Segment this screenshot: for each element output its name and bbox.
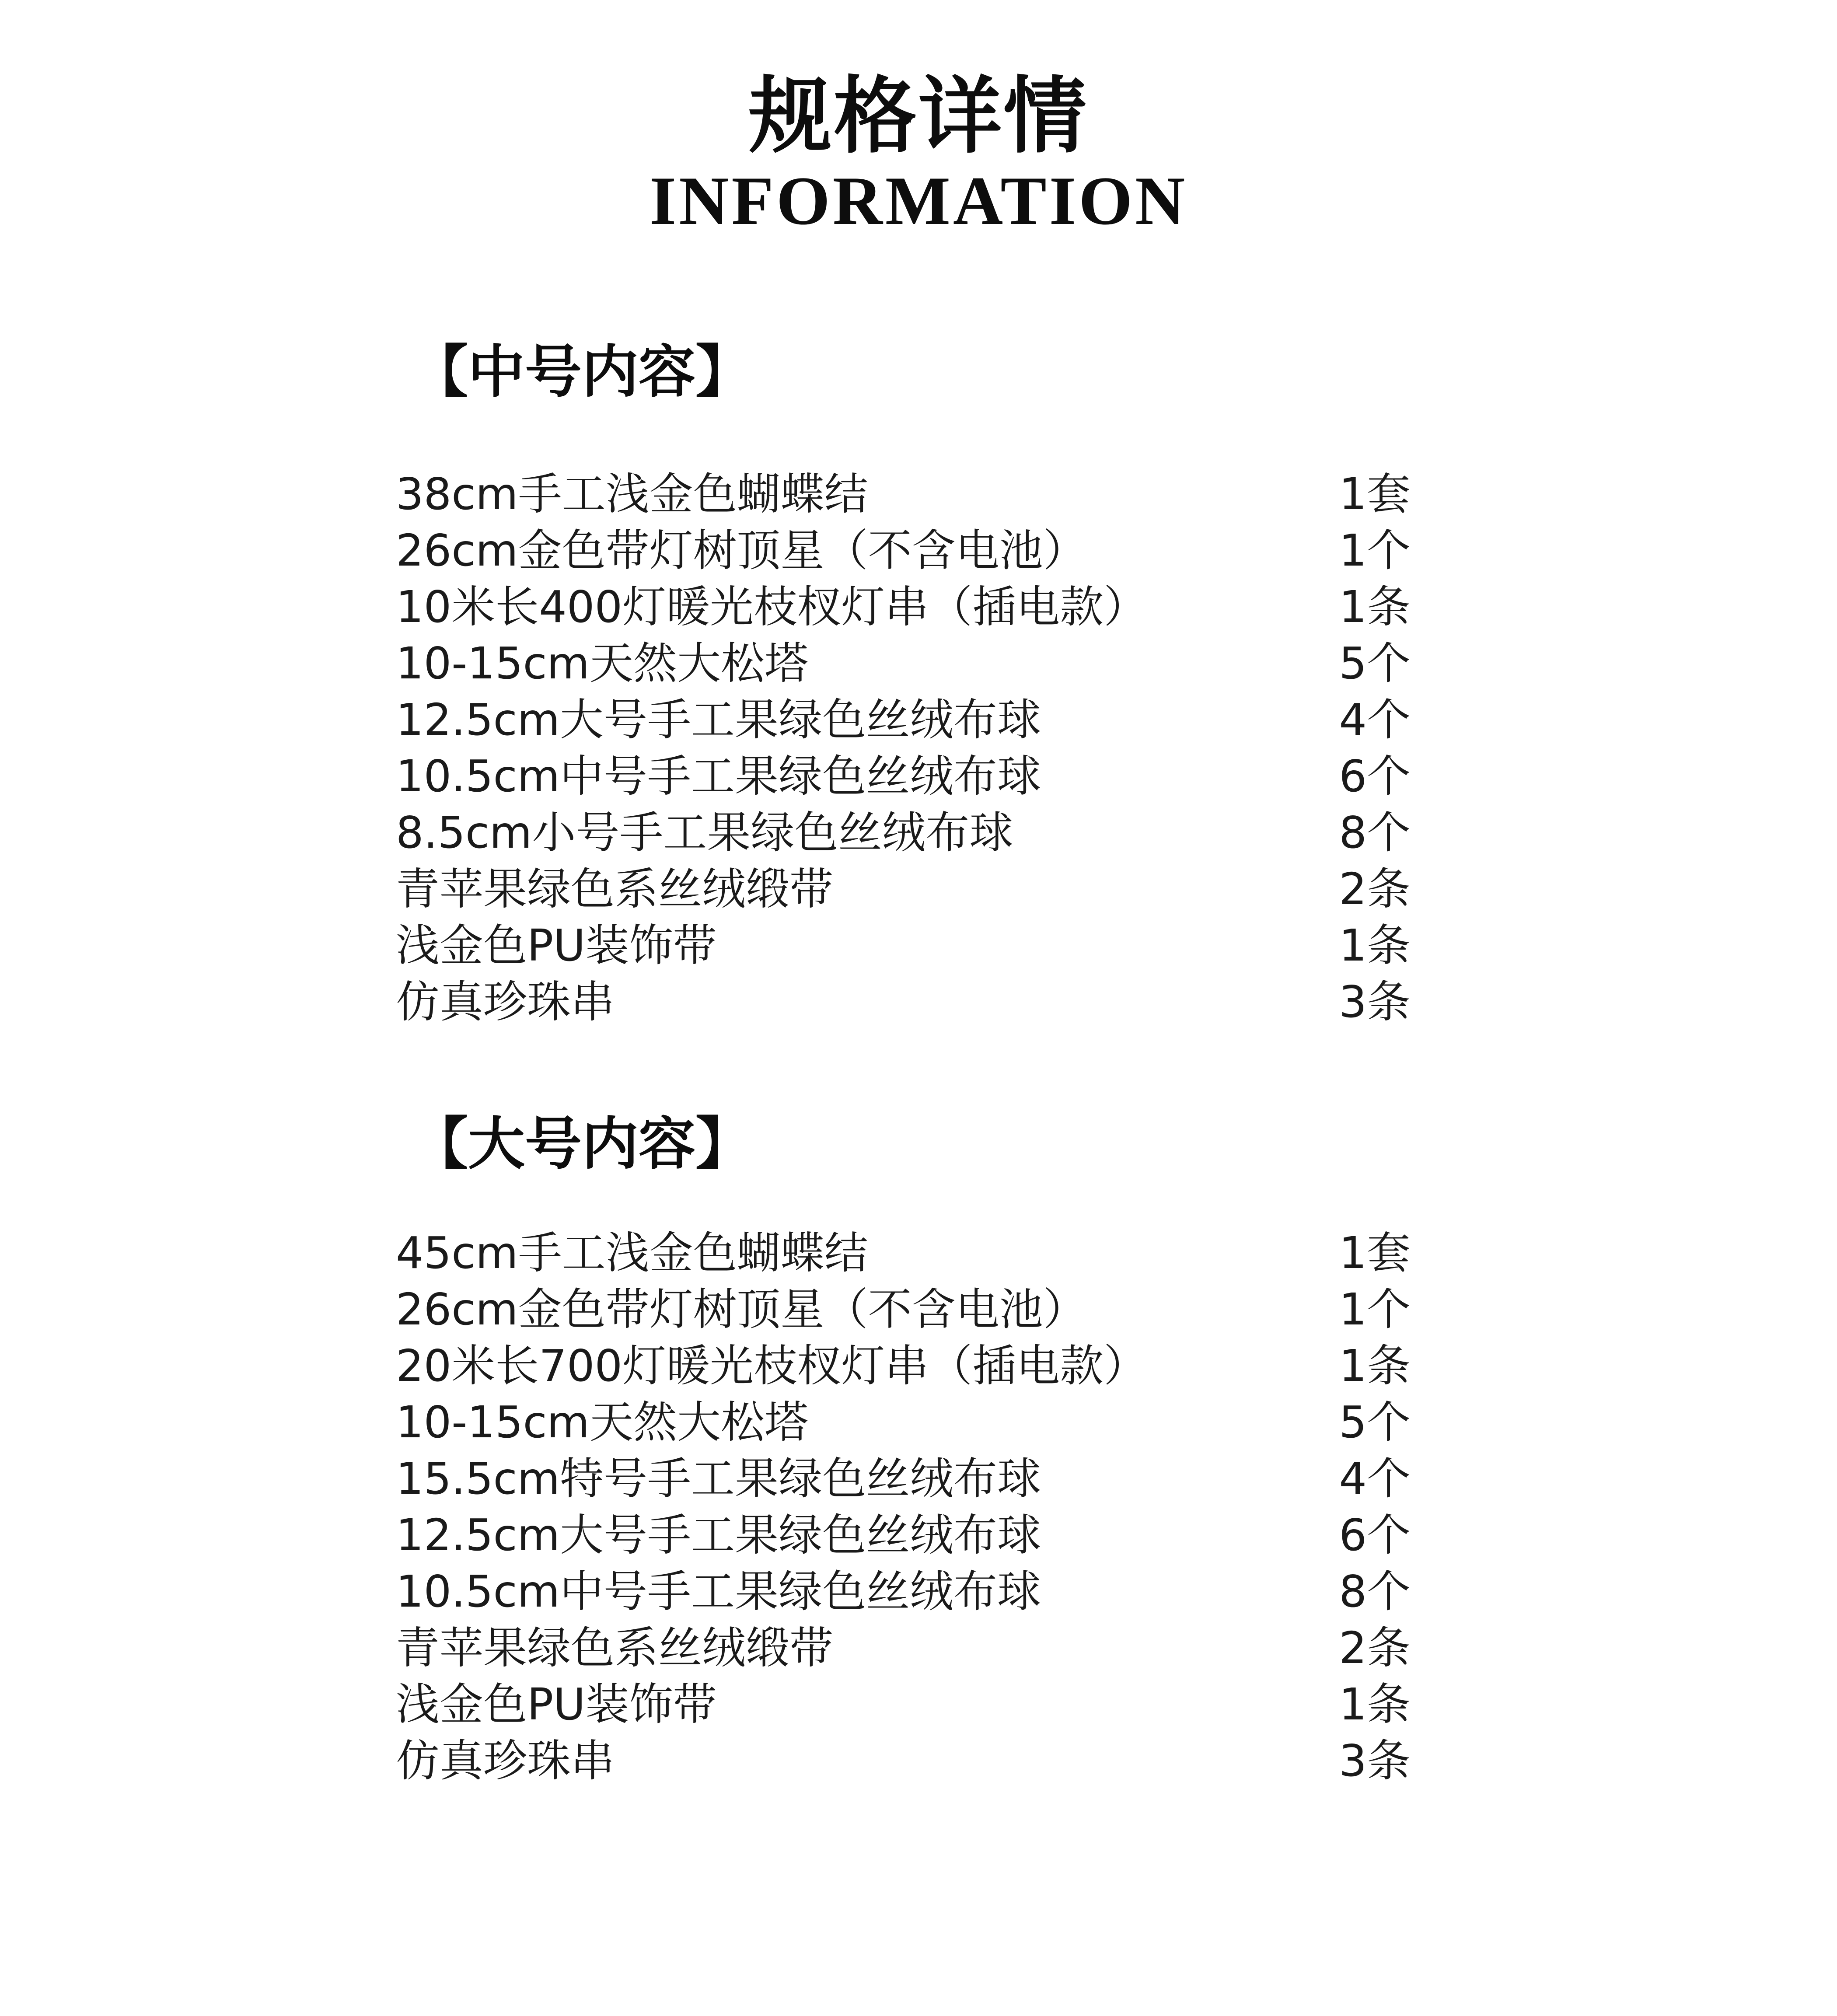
list-item bbox=[396, 635, 1446, 692]
item-quantity: 1条 bbox=[1339, 1679, 1411, 1730]
item-quantity: 1套 bbox=[1339, 1227, 1411, 1279]
list-item bbox=[396, 1338, 1446, 1394]
list-item bbox=[396, 1676, 1446, 1733]
list-item bbox=[396, 1394, 1446, 1450]
large-section-heading: 【大号内容】 bbox=[411, 1110, 753, 1177]
item-quantity: 3条 bbox=[1339, 976, 1411, 1027]
item-name: 仿真珍珠串 bbox=[396, 1735, 615, 1786]
item-name: 10-15cm天然大松塔 bbox=[396, 1397, 808, 1448]
item-quantity: 8个 bbox=[1339, 1566, 1411, 1617]
item-quantity: 1个 bbox=[1339, 525, 1411, 576]
page-title: 规格详情 bbox=[748, 67, 1088, 164]
item-name: 10-15cm天然大松塔 bbox=[396, 638, 808, 689]
list-item bbox=[396, 522, 1446, 579]
item-name: 10米长400灯暖光枝杈灯串（插电款） bbox=[396, 581, 1148, 632]
item-name: 20米长700灯暖光枝杈灯串（插电款） bbox=[396, 1340, 1148, 1391]
list-item bbox=[396, 917, 1446, 974]
item-name: 仿真珍珠串 bbox=[396, 976, 615, 1027]
item-name: 38cm手工浅金色蝴蝶结 bbox=[396, 468, 868, 520]
item-name: 15.5cm特号手工果绿色丝绒布球 bbox=[396, 1453, 1041, 1504]
item-quantity: 2条 bbox=[1339, 863, 1411, 915]
item-name: 10.5cm中号手工果绿色丝绒布球 bbox=[396, 751, 1041, 802]
list-item bbox=[396, 1620, 1446, 1676]
list-item bbox=[396, 1563, 1446, 1620]
item-quantity: 8个 bbox=[1339, 807, 1411, 858]
item-quantity: 4个 bbox=[1339, 1453, 1411, 1504]
item-quantity: 6个 bbox=[1339, 1509, 1411, 1561]
large-item-list bbox=[396, 1225, 1446, 1789]
item-quantity: 1条 bbox=[1339, 581, 1411, 632]
item-name: 26cm金色带灯树顶星（不含电池） bbox=[396, 1284, 1087, 1335]
item-name: 10.5cm中号手工果绿色丝绒布球 bbox=[396, 1566, 1041, 1617]
item-name: 青苹果绿色系丝绒缎带 bbox=[396, 1622, 833, 1674]
item-quantity: 5个 bbox=[1339, 638, 1411, 689]
item-name: 45cm手工浅金色蝴蝶结 bbox=[396, 1227, 868, 1279]
item-quantity: 2条 bbox=[1339, 1622, 1411, 1674]
list-item bbox=[396, 748, 1446, 804]
list-item bbox=[396, 692, 1446, 748]
item-name: 浅金色PU装饰带 bbox=[396, 1679, 717, 1730]
list-item bbox=[396, 1225, 1446, 1281]
list-item bbox=[396, 579, 1446, 635]
item-quantity: 1套 bbox=[1339, 468, 1411, 520]
item-name: 12.5cm大号手工果绿色丝绒布球 bbox=[396, 694, 1041, 745]
page-subtitle: INFORMATION bbox=[649, 163, 1188, 239]
list-item bbox=[396, 974, 1446, 1030]
item-quantity: 1条 bbox=[1339, 920, 1411, 971]
list-item bbox=[396, 1281, 1446, 1338]
list-item bbox=[396, 861, 1446, 917]
list-item bbox=[396, 1450, 1446, 1507]
item-quantity: 6个 bbox=[1339, 751, 1411, 802]
item-quantity: 3条 bbox=[1339, 1735, 1411, 1786]
item-name: 26cm金色带灯树顶星（不含电池） bbox=[396, 525, 1087, 576]
item-name: 浅金色PU装饰带 bbox=[396, 920, 717, 971]
item-name: 12.5cm大号手工果绿色丝绒布球 bbox=[396, 1509, 1041, 1561]
item-quantity: 4个 bbox=[1339, 694, 1411, 745]
medium-section-heading: 【中号内容】 bbox=[411, 338, 753, 405]
list-item bbox=[396, 1507, 1446, 1563]
item-name: 8.5cm小号手工果绿色丝绒布球 bbox=[396, 807, 1013, 858]
item-quantity: 5个 bbox=[1339, 1397, 1411, 1448]
list-item bbox=[396, 1733, 1446, 1789]
list-item bbox=[396, 466, 1446, 522]
item-quantity: 1条 bbox=[1339, 1340, 1411, 1391]
medium-item-list bbox=[396, 466, 1446, 1030]
item-name: 青苹果绿色系丝绒缎带 bbox=[396, 863, 833, 915]
item-quantity: 1个 bbox=[1339, 1284, 1411, 1335]
list-item bbox=[396, 804, 1446, 861]
